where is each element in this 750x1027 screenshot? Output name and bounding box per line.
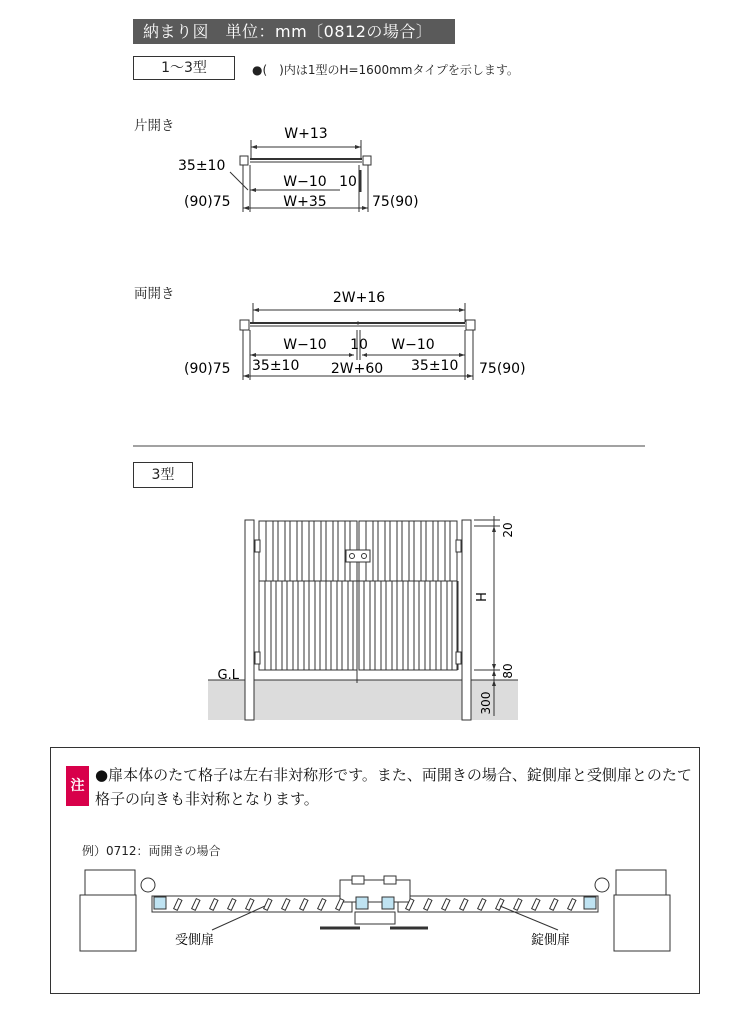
double-left-dim-text: (90)75 — [184, 361, 231, 377]
double-gap-text: 10 — [350, 337, 368, 353]
single-left-dim-text: (90)75 — [184, 194, 231, 210]
single-right-dim-text: 75(90) — [372, 194, 419, 210]
double-right-w-text: W−10 — [391, 337, 435, 353]
double-left-clear-text: 35±10 — [252, 358, 300, 374]
single-w13-text: W+13 — [284, 126, 328, 142]
type-note: ●( )内は1型のH=1600mmタイプを示します。 — [252, 63, 519, 77]
example-caption: 例）0712：両開きの場合 — [82, 844, 221, 858]
double-right-dim-text: 75(90) — [479, 361, 526, 377]
type-1-3-label: 1〜3型 — [133, 56, 235, 80]
dim-300-text: 300 — [479, 691, 493, 715]
double-total-text: 2W+60 — [330, 361, 384, 377]
single-clear-text: 35±10 — [178, 158, 226, 174]
page-title: 納まり図 単位：mm〔0812の場合〕 — [133, 19, 455, 44]
receiver-leaf-label: 受側扉 — [175, 933, 215, 948]
dim-h-text: H — [475, 592, 490, 602]
ground-level-text: G.L — [217, 668, 239, 683]
double-left-w-text: W−10 — [283, 337, 327, 353]
double-top-text: 2W+16 — [332, 290, 386, 306]
single-swing-label: 片開き — [134, 118, 175, 134]
left-post-block — [80, 895, 136, 951]
center-lock — [340, 880, 410, 902]
dim-20-text: 20 — [501, 522, 515, 538]
double-right-clear-text: 35±10 — [411, 358, 459, 374]
lock-leaf-label: 錠側扉 — [531, 933, 571, 948]
right-post-cap — [616, 870, 666, 896]
note-badge: 注 — [66, 766, 89, 806]
single-w10-text: W−10 — [283, 174, 327, 190]
type-3-label: 3型 — [133, 462, 193, 488]
single-total-text: W+35 — [283, 194, 327, 210]
single-gap-text: 10 — [339, 174, 357, 190]
double-swing-label: 両開き — [134, 286, 175, 302]
left-post-cap — [85, 870, 135, 896]
dim-80-text: 80 — [501, 663, 515, 679]
right-post-block — [614, 895, 670, 951]
note-text: ●扉本体のたて格子は左右非対称形です。また、両開きの場合、錠側扉と受側扉とのたて格子の向きも非対称となります。 — [95, 766, 692, 808]
